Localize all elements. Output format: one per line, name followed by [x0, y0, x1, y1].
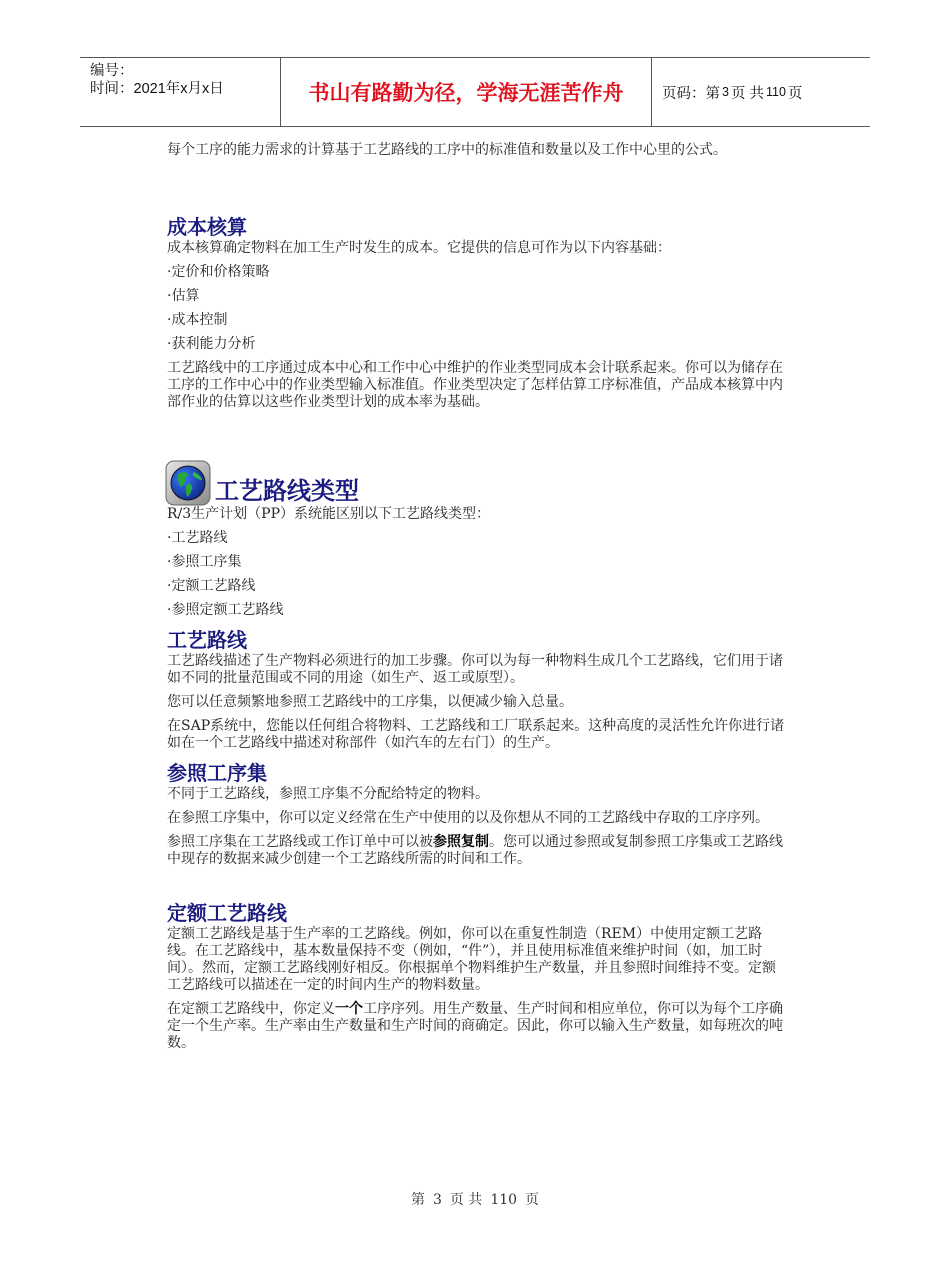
rate-routing-p2-a: 在定额工艺路线中，你定义	[167, 1001, 335, 1017]
one-emphasis: 一个	[335, 1001, 363, 1017]
routing-p1: 工艺路线描述了生产物料必须进行的加工步骤。你可以为每一种物料生成几个工艺路线，它们用于诸如不同的批量范围或不同的用途（如生产、返工或原型）。	[167, 653, 783, 686]
rate-routing-p1: 定额工艺路线是基于生产率的工艺路线。例如，你可以在重复性制造（REM）中使用定额工艺路线。在工艺路线中，基本数量保持不变（例如，“件”），并且使用标准值来维护时间（如，加工时间）。然而，定额工艺路线刚好相反。你根据单个物料维护生产数量，并且参照时间维持不变。定额工艺路线可以描述在一定的时间内生产的物料数量。	[167, 926, 776, 993]
globe-icon	[165, 460, 211, 506]
routing-types-heading	[165, 460, 787, 506]
rate-routing-heading: 定额工艺路线	[167, 901, 287, 925]
ref-ops-p2: 在参照工序集中，你可以定义经常在生产中使用的以及你想从不同的工艺路线中存取的工序序列。	[167, 810, 769, 826]
bullet-item: ·定额工艺路线	[167, 578, 256, 594]
footer-total: 110	[490, 1192, 518, 1208]
page-mid: 页 共	[730, 85, 764, 102]
bullet-item: ·获利能力分析	[167, 336, 256, 352]
header-motto: 书山有路勤为径，学海无涯苦作舟	[281, 58, 652, 126]
routing-types-title: 工艺路线类型	[215, 477, 359, 505]
costing-body: 工艺路线中的工序通过成本中心和工作中心中维护的作业类型同成本会计联系起来。你可以为储存在工序的工作中心中的作业类型输入标准值。作业类型决定了怎样估算工序标准值，产品成本核算中内部作业的估算以这些作业类型计划的成本率为基础。	[167, 360, 783, 410]
bullet-item: ·参照工序集	[167, 554, 242, 570]
costing-heading: 成本核算	[167, 215, 247, 239]
document-body	[167, 142, 787, 1052]
routing-p2: 您可以任意频繁地参照工艺路线中的工序集，以便减少输入总量。	[167, 694, 573, 710]
date-label: 时间：2021年x月x日	[90, 81, 224, 97]
page-current: 3	[722, 85, 729, 99]
costing-desc: 成本核算确定物料在加工生产时发生的成本。它提供的信息可作为以下内容基础：	[167, 240, 671, 256]
intro-paragraph: 每个工序的能力需求的计算基于工艺路线的工序中的标准值和数量以及工作中心里的公式。	[167, 142, 727, 158]
serial-label: 编号：	[90, 63, 134, 79]
bullet-item: ·参照定额工艺路线	[167, 602, 284, 618]
rate-routing-p2-b: 工序序列。用生产数量、生产时间和相应单位，你可以为每个工序确定一个生产率。生产率由生产数量和生产时间的商确定。因此，你可以输入生产数量，如每班次的吨数。	[167, 1001, 783, 1051]
bullet-item: ·工艺路线	[167, 530, 228, 546]
ref-copy-emphasis: 参照复制	[433, 834, 489, 850]
footer-prefix: 第	[410, 1192, 425, 1208]
routing-types-desc: R/3生产计划（PP）系统能区别以下工艺路线类型：	[167, 506, 491, 522]
routing-p3: 在SAP系统中，您能以任何组合将物料、工艺路线和工厂联系起来。这种高度的灵活性允许你进行诸如在一个工艺路线中描述对称部件（如汽车的左右门）的生产。	[167, 718, 785, 751]
page-suffix: 页	[787, 85, 803, 102]
ref-ops-p3-b: 。您可以通过参照或复制参照工序集或工艺路线中现存的数据来减少创建一个工艺路线所需的时间和工作。	[167, 834, 783, 867]
ref-ops-p3-a: 参照工序集在工艺路线或工作订单中可以被	[167, 834, 433, 850]
ref-ops-p1: 不同于工艺路线，参照工序集不分配给特定的物料。	[167, 786, 489, 802]
footer-current: 3	[432, 1192, 442, 1208]
bullet-item: ·估算	[167, 288, 200, 304]
bullet-item: ·成本控制	[167, 312, 228, 328]
bullet-item: ·定价和价格策略	[167, 264, 270, 280]
ref-ops-p3	[167, 834, 787, 868]
header-meta	[80, 58, 281, 126]
routing-heading: 工艺路线	[167, 628, 247, 652]
page-footer	[0, 1189, 950, 1209]
page-total: 110	[765, 85, 786, 99]
header-page-info	[652, 58, 870, 126]
footer-suffix: 页	[525, 1192, 540, 1208]
page-header	[80, 57, 870, 127]
ref-ops-heading: 参照工序集	[167, 761, 267, 785]
page-prefix: 页码：第	[662, 85, 720, 102]
rate-routing-p2	[167, 1001, 787, 1052]
footer-mid: 页 共	[449, 1192, 483, 1208]
